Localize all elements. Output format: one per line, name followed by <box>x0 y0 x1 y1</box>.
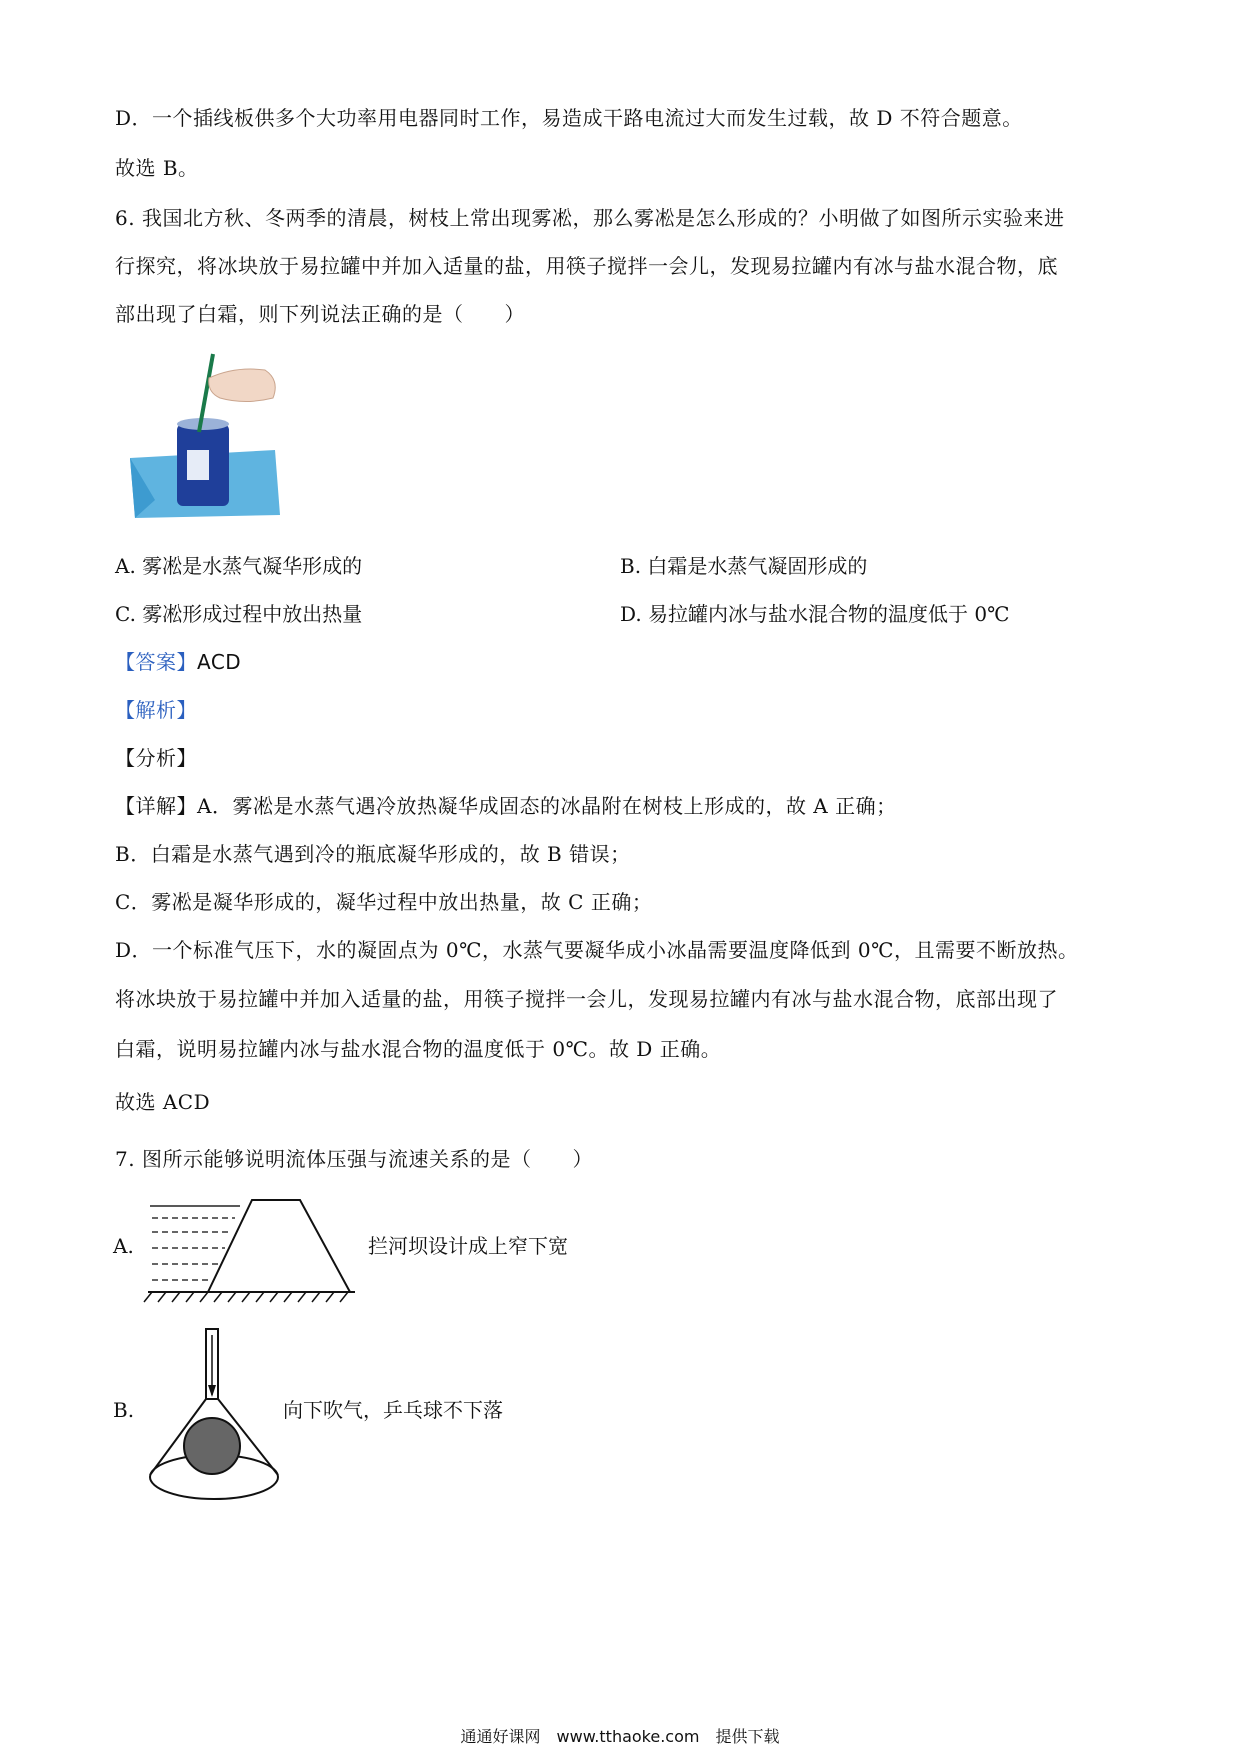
q6-stem-line-2: 行探究，将冰块放于易拉罐中并加入适量的盐，用筷子搅拌一会儿，发现易拉罐内有冰与盐水混合物，底 <box>115 254 1058 278</box>
q6-detail-c: C．雾凇是凝华形成的，凝华过程中放出热量，故 C 正确； <box>115 890 653 914</box>
answer-tag: 【答案】 <box>115 650 197 674</box>
detail-a-text: A．雾凇是水蒸气遇冷放热凝华成固态的冰晶附在树枝上形成的，故 A 正确； <box>197 794 897 818</box>
q7-b-letter: B. <box>113 1398 135 1422</box>
q6-stem-line-3: 部出现了白霜，则下列说法正确的是（ ） <box>115 302 525 326</box>
q6-detail-b: B．白霜是水蒸气遇到冷的瓶底凝华形成的，故 B 错误； <box>115 842 631 866</box>
answer-value: ACD <box>197 650 242 674</box>
q6-detail-d-1: D．一个标准气压下，水的凝固点为 0℃，水蒸气要凝华成小冰晶需要温度降低到 0℃，且需要不断放热。 <box>115 938 1079 962</box>
prev-choose: 故选 B。 <box>115 156 199 180</box>
q6-choose: 故选 ACD <box>115 1090 211 1114</box>
prev-option-d: D．一个插线板供多个大功率用电器同时工作，易造成干路电流过大而发生过载，故 D 不符合题意。 <box>115 106 1023 130</box>
q6-can-figure <box>125 350 285 520</box>
q6-option-d: D. 易拉罐内冰与盐水混合物的温度低于 0℃ <box>620 602 1010 626</box>
q6-detail-a <box>115 792 897 820</box>
q7-stem: 7. 图所示能够说明流体压强与流速关系的是（ ） <box>115 1147 593 1171</box>
q6-detail-d-2: 将冰块放于易拉罐中并加入适量的盐，用筷子搅拌一会儿，发现易拉罐内有冰与盐水混合物，底部出现了 <box>115 987 1058 1011</box>
q7-b-caption: 向下吹气，乒乓球不下落 <box>283 1398 503 1422</box>
q6-option-a: A. 雾凇是水蒸气凝华形成的 <box>115 554 363 578</box>
q6-option-b: B. 白霜是水蒸气凝固形成的 <box>620 554 868 578</box>
q6-fenxi: 【分析】 <box>115 746 197 770</box>
q6-stem-line-1: 6. 我国北方秋、冬两季的清晨，树枝上常出现雾凇，那么雾凇是怎么形成的？小明做了如图所示实验来进 <box>115 206 1065 230</box>
detail-tag: 【详解】 <box>115 794 197 818</box>
q6-detail-d-3: 白霜，说明易拉罐内冰与盐水混合物的温度低于 0℃。故 D 正确。 <box>115 1037 722 1061</box>
q6-answer <box>115 648 241 676</box>
q7-a-caption: 拦河坝设计成上窄下宽 <box>368 1234 568 1258</box>
q7-dam-figure <box>140 1190 360 1305</box>
q7-a-letter: A. <box>113 1234 134 1258</box>
page-footer: 通通好课网 www.tthaoke.com 提供下载 <box>460 1727 780 1746</box>
q6-option-c: C. 雾凇形成过程中放出热量 <box>115 602 363 626</box>
q7-funnel-figure <box>140 1325 290 1505</box>
q6-analysis-tag: 【解析】 <box>115 698 197 722</box>
